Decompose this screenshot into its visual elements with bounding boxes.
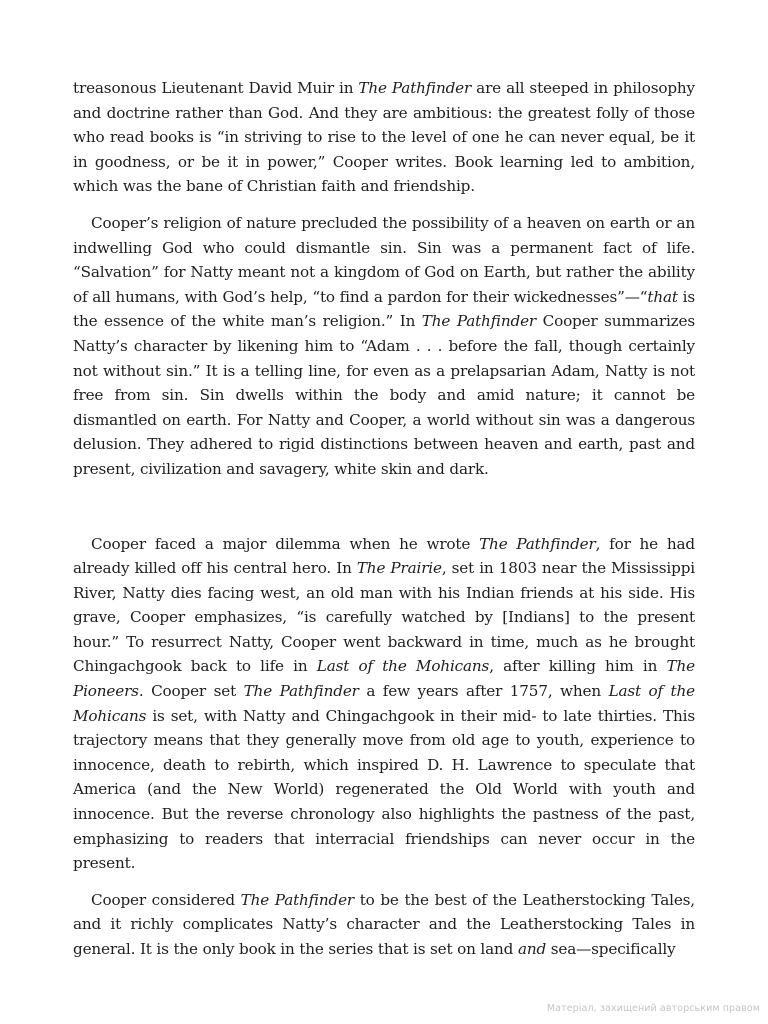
text-run: . Cooper set [138,682,244,701]
text-run: a few years after 1757, when [358,682,609,701]
paragraph-treasonous-muir [73,76,695,199]
text-run: Cooper faced a major dilemma when he wrote [91,534,480,553]
italic-title: Last of the Mohicans [73,682,695,725]
italic-title: Last of the Mohicans [316,657,490,676]
text-run: , after killing him in [489,657,667,676]
book-page-body [73,76,695,962]
paragraph-best-of-tales [73,888,695,962]
text-run: , set in 1803 near the Mississippi River, Natty dies facing west, an old man with his Indian friends at his side. His grave, Cooper emphasizes, “is carefully watched by [Indians] to the present hour.” To resurrect Natty, Cooper went backward in time, much as he brought Chingachgook back to life in [73,559,695,676]
paragraph-major-dilemma [73,532,695,876]
italic-title: The Pathfinder [243,682,359,701]
italic-title: and [517,940,547,958]
paragraph-spacing [73,876,695,888]
text-run: to be the best of the Leatherstocking Tales, and it richly complicates Natty’s character and the Leatherstocking Tales in general. It is the only book in the series that is set on land [73,890,695,958]
text-run: is the essence of the white man’s religion.” In [73,287,696,331]
italic-title: that [647,287,678,306]
paragraph-religion-of-nature [73,211,695,482]
italic-title: The Prairie [356,559,442,578]
italic-title: The Pathfinder [479,534,596,553]
italic-title: The Pioneers [73,657,695,701]
paragraph-spacing [73,199,695,211]
section-break [73,482,695,532]
italic-title: The Pathfinder [240,890,355,909]
text-run: are all steeped in philosophy and doctrine rather than God. And they are ambitious: the greatest folly of those who read books is “in striving to rise to the level of one he can never equal, be it in goodness, or be it in power,” Cooper writes. Book learning led to ambition, which was the bane of Christian faith and friendship. [73,79,695,196]
text-run: Cooper’s religion of nature precluded the possibility of a heaven on earth or an indwelling God who could dismantle sin. Sin was a permanent fact of life. “Salvation” for Natty meant not a kingdom of God on Earth, but rather the ability of all humans, with God’s help, “to find a pardon for their wickednesses”—“ [73,213,695,306]
text-run: Cooper summarizes Natty’s character by likening him to “Adam . . . before the fall, though certainly not without sin.” It is a telling line, for even as a prelapsarian Adam, Natty is not free from sin. Sin dwells within the body and amid nature; it cannot be dismantled on earth. For Natty and Cooper, a world without sin was a dangerous delusion. They adhered to rigid distinctions between heaven and earth, past and present, civilization and savagery, white skin and dark. [73,312,695,478]
text-run: is set, with Natty and Chingachgook in their mid- to late thirties. This trajectory means that they generally move from old age to youth, experience to innocence, death to rebirth, which inspired D. H. Lawrence to speculate that America (and the New World) regenerated the Old World with youth and innocence. But the reverse chronology also highlights the pastness of the past, emphasizing to readers that interracial friendships can never occur in the present. [73,706,695,873]
italic-title: The Pathfinder [421,312,537,331]
copyright-watermark: Матеріал, захищений авторським правом [546,1003,760,1014]
text-run: treasonous Lieutenant David Muir in [73,79,359,97]
text-run: , for he had already killed off his central hero. In [73,534,695,578]
text-run: sea—specifically [546,940,676,958]
italic-title: The Pathfinder [358,79,472,97]
text-run: Cooper considered [91,890,241,909]
